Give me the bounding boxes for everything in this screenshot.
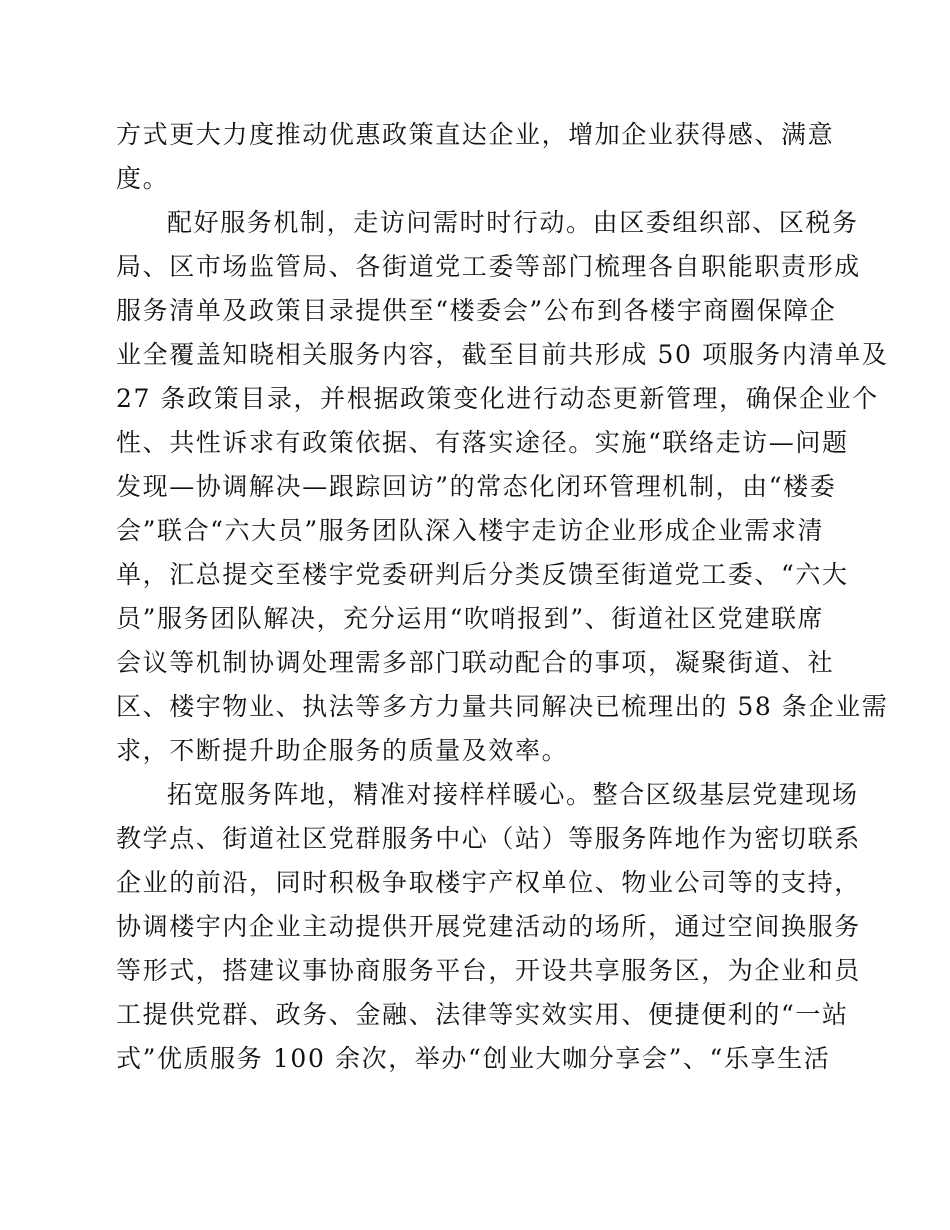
text-line: 区、楼宇物业、执法等多方力量共同解决已梳理出的 58 条企业需	[116, 692, 889, 721]
text-line: 方式更大力度推动优惠政策直达企业，增加企业获得感、满意	[116, 120, 835, 149]
text-line: 服务清单及政策目录提供至“楼委会”公布到各楼宇商圈保障企	[116, 296, 837, 325]
text-line: 等形式，搭建议事协商服务平台，开设共享服务区，为企业和员	[116, 956, 861, 985]
text-line: 企业的前沿，同时积极争取楼宇产权单位、物业公司等的支持，	[116, 868, 861, 897]
text-line: 式”优质服务 100 余次，举办“创业大咖分享会”、“乐享生活	[116, 1044, 831, 1073]
paragraph-start-line: 拓宽服务阵地，精准对接样样暖心。整合区级基层党建现场	[167, 780, 859, 809]
text-line: 求，不断提升助企服务的质量及效率。	[116, 736, 569, 765]
text-line: 业全覆盖知晓相关服务内容，截至目前共形成 50 项服务内清单及	[116, 340, 889, 369]
text-line: 协调楼宇内企业主动提供开展党建活动的场所，通过空间换服务	[116, 912, 861, 941]
text-line: 员”服务团队解决，充分运用“吹哨报到”、街道社区党建联席	[116, 604, 825, 633]
text-line: 工提供党群、政务、金融、法律等实效实用、便捷便利的“一站	[116, 1000, 849, 1029]
paragraph-start-line: 配好服务机制，走访问需时时行动。由区委组织部、区税务	[167, 208, 859, 237]
text-line: 性、共性诉求有政策依据、有落实途径。实施“联络走访—问题	[116, 428, 849, 457]
text-line: 27 条政策目录，并根据政策变化进行动态更新管理，确保企业个	[116, 384, 879, 413]
text-line: 单，汇总提交至楼宇党委研判后分类反馈至街道党工委、“六大	[116, 560, 849, 589]
text-line: 会议等机制协调处理需多部门联动配合的事项，凝聚街道、社	[116, 648, 835, 677]
text-line: 会”联合“六大员”服务团队深入楼宇走访企业形成企业需求清	[116, 516, 825, 545]
text-line: 教学点、街道社区党群服务中心（站）等服务阵地作为密切联系	[116, 824, 861, 853]
text-line: 度。	[116, 164, 170, 193]
text-line: 局、区市场监管局、各街道党工委等部门梳理各自职能职责形成	[116, 252, 861, 281]
document-body	[116, 113, 889, 1081]
text-line: 发现—协调解决—跟踪回访”的常态化闭环管理机制，由“楼委	[116, 472, 837, 501]
